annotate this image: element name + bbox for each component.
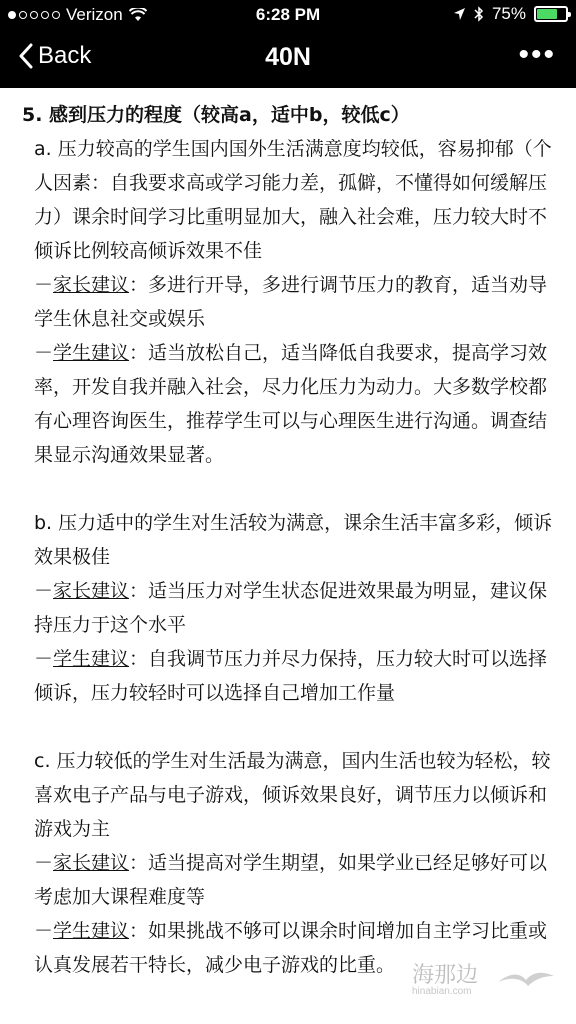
parent-advice-label: 家长建议	[53, 274, 130, 296]
student-advice-label: 学生建议	[53, 342, 130, 364]
more-options-button[interactable]: •••	[518, 38, 556, 71]
dash: －	[34, 580, 54, 602]
student-advice-text: ：适当放松自己，适当降低自我要求，提高学习效率，开发自我并融入社会，尽力化压力为动力。大多数学校都有心理咨询医生，推荐学生可以与心理医生进行沟通。调查结果显示沟通效果显著。	[34, 342, 548, 466]
battery-percent: 75%	[491, 4, 526, 23]
parent-advice-c	[22, 846, 562, 914]
spacer	[22, 710, 562, 744]
dash: －	[34, 274, 54, 296]
article-body	[22, 98, 562, 982]
student-advice-b	[22, 642, 562, 710]
location-arrow-icon	[453, 7, 466, 21]
paragraph-a: a. 压力较高的学生国内国外生活满意度均较低，容易抑郁（个人因素：自我要求高或学习能力差，孤僻，不懂得如何缓解压力）课余时间学习比重明显加大，融入社会难，压力较大时不倾诉比例较高倾诉效果不佳	[34, 138, 552, 262]
paragraph-b: b. 压力适中的学生对生活较为满意，课余生活丰富多彩，倾诉效果极佳	[34, 512, 553, 568]
watermark-logo	[408, 958, 558, 1006]
parent-advice-text: ：适当提高对学生期望，如果学业已经足够好可以考虑加大课程难度等	[34, 852, 548, 908]
parent-advice-b	[22, 574, 562, 642]
watermark-name: 海那边	[412, 963, 479, 988]
section-heading: 5. 感到压力的程度（较高a，适中b，较低c）	[22, 104, 410, 126]
parent-advice-label: 家长建议	[53, 580, 130, 602]
navigation-bar	[0, 30, 576, 88]
carrier-name: Verizon	[66, 5, 123, 24]
spacer	[22, 472, 562, 506]
watermark-url: hinabian.com	[412, 986, 472, 997]
back-label: Back	[38, 42, 92, 69]
parent-advice-text: ：多进行开导，多进行调节压力的教育，适当劝导学生休息社交或娱乐	[34, 274, 548, 330]
student-advice-text: ：如果挑战不够可以课余时间增加自主学习比重或认真发展若干特长，减少电子游戏的比重。	[34, 920, 548, 976]
dash: －	[34, 648, 54, 670]
page-title: 40N	[265, 43, 311, 71]
clock: 6:28 PM	[255, 5, 321, 24]
dash: －	[34, 342, 54, 364]
parent-advice-text: ：适当压力对学生状态促进效果最为明显，建议保持压力于这个水平	[34, 580, 548, 636]
student-advice-label: 学生建议	[53, 920, 130, 942]
dash: －	[34, 852, 54, 874]
dash: －	[34, 920, 54, 942]
bluetooth-icon	[474, 6, 484, 22]
battery-icon	[534, 6, 568, 22]
seagull-icon	[496, 964, 556, 996]
student-advice-a	[22, 336, 562, 472]
chevron-left-icon	[18, 43, 34, 69]
battery-fill	[537, 9, 557, 19]
paragraph-c: c. 压力较低的学生对生活最为满意，国内生活也较为轻松，较喜欢电子产品与电子游戏，倾诉效果良好，调节压力以倾诉和游戏为主	[34, 750, 551, 840]
status-bar	[0, 0, 576, 30]
student-advice-text: ：自我调节压力并尽力保持，压力较大时可以选择倾诉，压力较轻时可以选择自己增加工作量	[34, 648, 548, 704]
parent-advice-label: 家长建议	[53, 852, 130, 874]
student-advice-label: 学生建议	[53, 648, 130, 670]
status-right-group	[453, 4, 568, 24]
parent-advice-a	[22, 268, 562, 336]
back-button[interactable]	[18, 42, 91, 70]
